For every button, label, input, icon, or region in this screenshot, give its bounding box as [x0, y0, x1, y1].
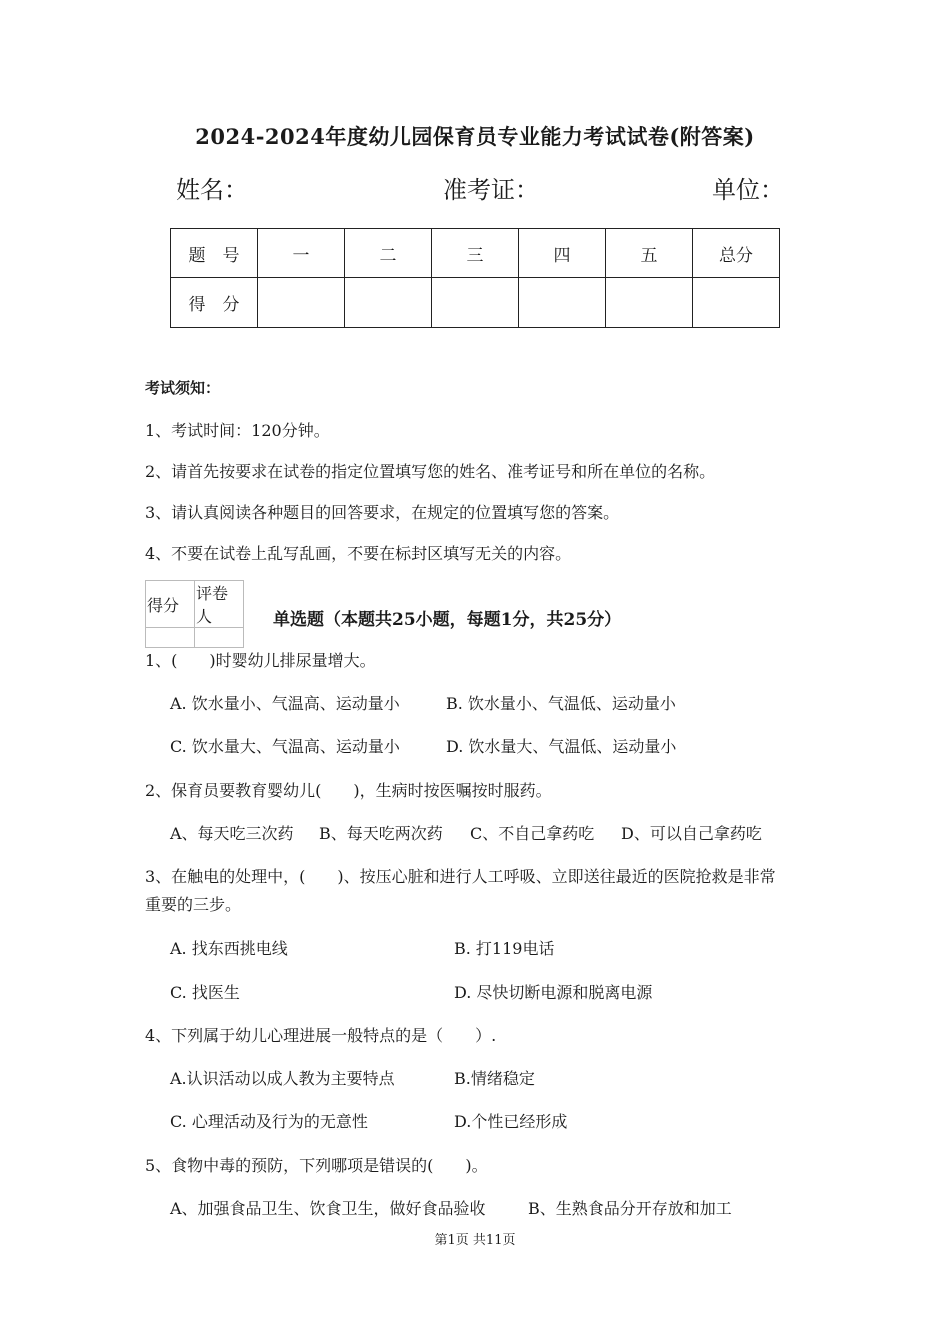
score-cell: 五 [606, 229, 693, 278]
exam-id-field-label: 准考证： [443, 176, 539, 204]
score-cell [258, 278, 345, 328]
notes-heading: 考试须知： [145, 379, 221, 397]
option: A、加强食品卫生、饮食卫生，做好食品验收 [170, 1199, 486, 1218]
score-table-header-row [171, 229, 780, 278]
question-stem: 3、在触电的处理中，( )、按压心脏和进行人工呼吸、立即送往最近的医院抢救是非常 [145, 867, 776, 886]
grader-box [145, 580, 244, 648]
option: B. 打119电话 [454, 939, 555, 958]
option: C. 心理活动及行为的无意性 [170, 1112, 368, 1131]
option: B、每天吃两次药 [319, 824, 443, 843]
score-cell: 总分 [693, 229, 780, 278]
option: A、每天吃三次药 [170, 824, 294, 843]
option: A.认识活动以成人教为主要特点 [170, 1069, 395, 1088]
grader-score-label: 得分 [146, 581, 195, 628]
option: A. 饮水量小、气温高、运动量小 [170, 694, 400, 713]
section-title: 单选题（本题共25小题，每题1分，共25分） [273, 610, 622, 630]
option: B.情绪稳定 [454, 1069, 535, 1088]
question-stem: 2、保育员要教育婴幼儿( )，生病时按医嘱按时服药。 [145, 781, 552, 800]
score-table-score-row [171, 278, 780, 328]
question-stem: 4、下列属于幼儿心理进展一般特点的是（ ）. [145, 1026, 497, 1045]
score-cell: 题 号 [171, 229, 258, 278]
page-footer: 第1页 共11页 [434, 1233, 516, 1248]
score-cell [693, 278, 780, 328]
option: D. 尽快切断电源和脱离电源 [454, 983, 653, 1002]
grader-score-cell [146, 628, 195, 648]
grader-name-label: 评卷人 [195, 581, 244, 628]
notes-item: 1、考试时间：120分钟。 [145, 421, 330, 440]
option: C. 找医生 [170, 983, 240, 1002]
option: D. 饮水量大、气温低、运动量小 [446, 737, 677, 756]
option: D、可以自己拿药吃 [621, 824, 762, 843]
notes-item: 2、请首先按要求在试卷的指定位置填写您的姓名、准考证号和所在单位的名称。 [145, 462, 716, 481]
option: C. 饮水量大、气温高、运动量小 [170, 737, 400, 756]
grader-name-cell [195, 628, 244, 648]
question-stem: 1、( )时婴幼儿排尿量增大。 [145, 651, 376, 670]
score-cell: 三 [432, 229, 519, 278]
name-field-label: 姓名： [176, 176, 248, 204]
option: D.个性已经形成 [454, 1112, 568, 1131]
score-cell: 四 [519, 229, 606, 278]
question-stem: 5、食物中毒的预防，下列哪项是错误的( )。 [145, 1156, 488, 1175]
option: B. 饮水量小、气温低、运动量小 [446, 694, 676, 713]
score-cell [345, 278, 432, 328]
score-cell [432, 278, 519, 328]
page-title: 2024-2024年度幼儿园保育员专业能力考试试卷(附答案) [195, 124, 755, 149]
score-cell: 得 分 [171, 278, 258, 328]
option: A. 找东西挑电线 [170, 939, 288, 958]
unit-field-label: 单位： [712, 176, 784, 204]
score-table [170, 228, 780, 328]
option: C、不自己拿药吃 [470, 824, 595, 843]
question-stem-continued: 重要的三步。 [145, 895, 242, 914]
notes-item: 3、请认真阅读各种题目的回答要求，在规定的位置填写您的答案。 [145, 503, 620, 522]
score-cell [519, 278, 606, 328]
notes-item: 4、不要在试卷上乱写乱画，不要在标封区填写无关的内容。 [145, 544, 572, 563]
score-cell: 二 [345, 229, 432, 278]
option: B、生熟食品分开存放和加工 [528, 1199, 732, 1218]
score-cell [606, 278, 693, 328]
score-cell: 一 [258, 229, 345, 278]
